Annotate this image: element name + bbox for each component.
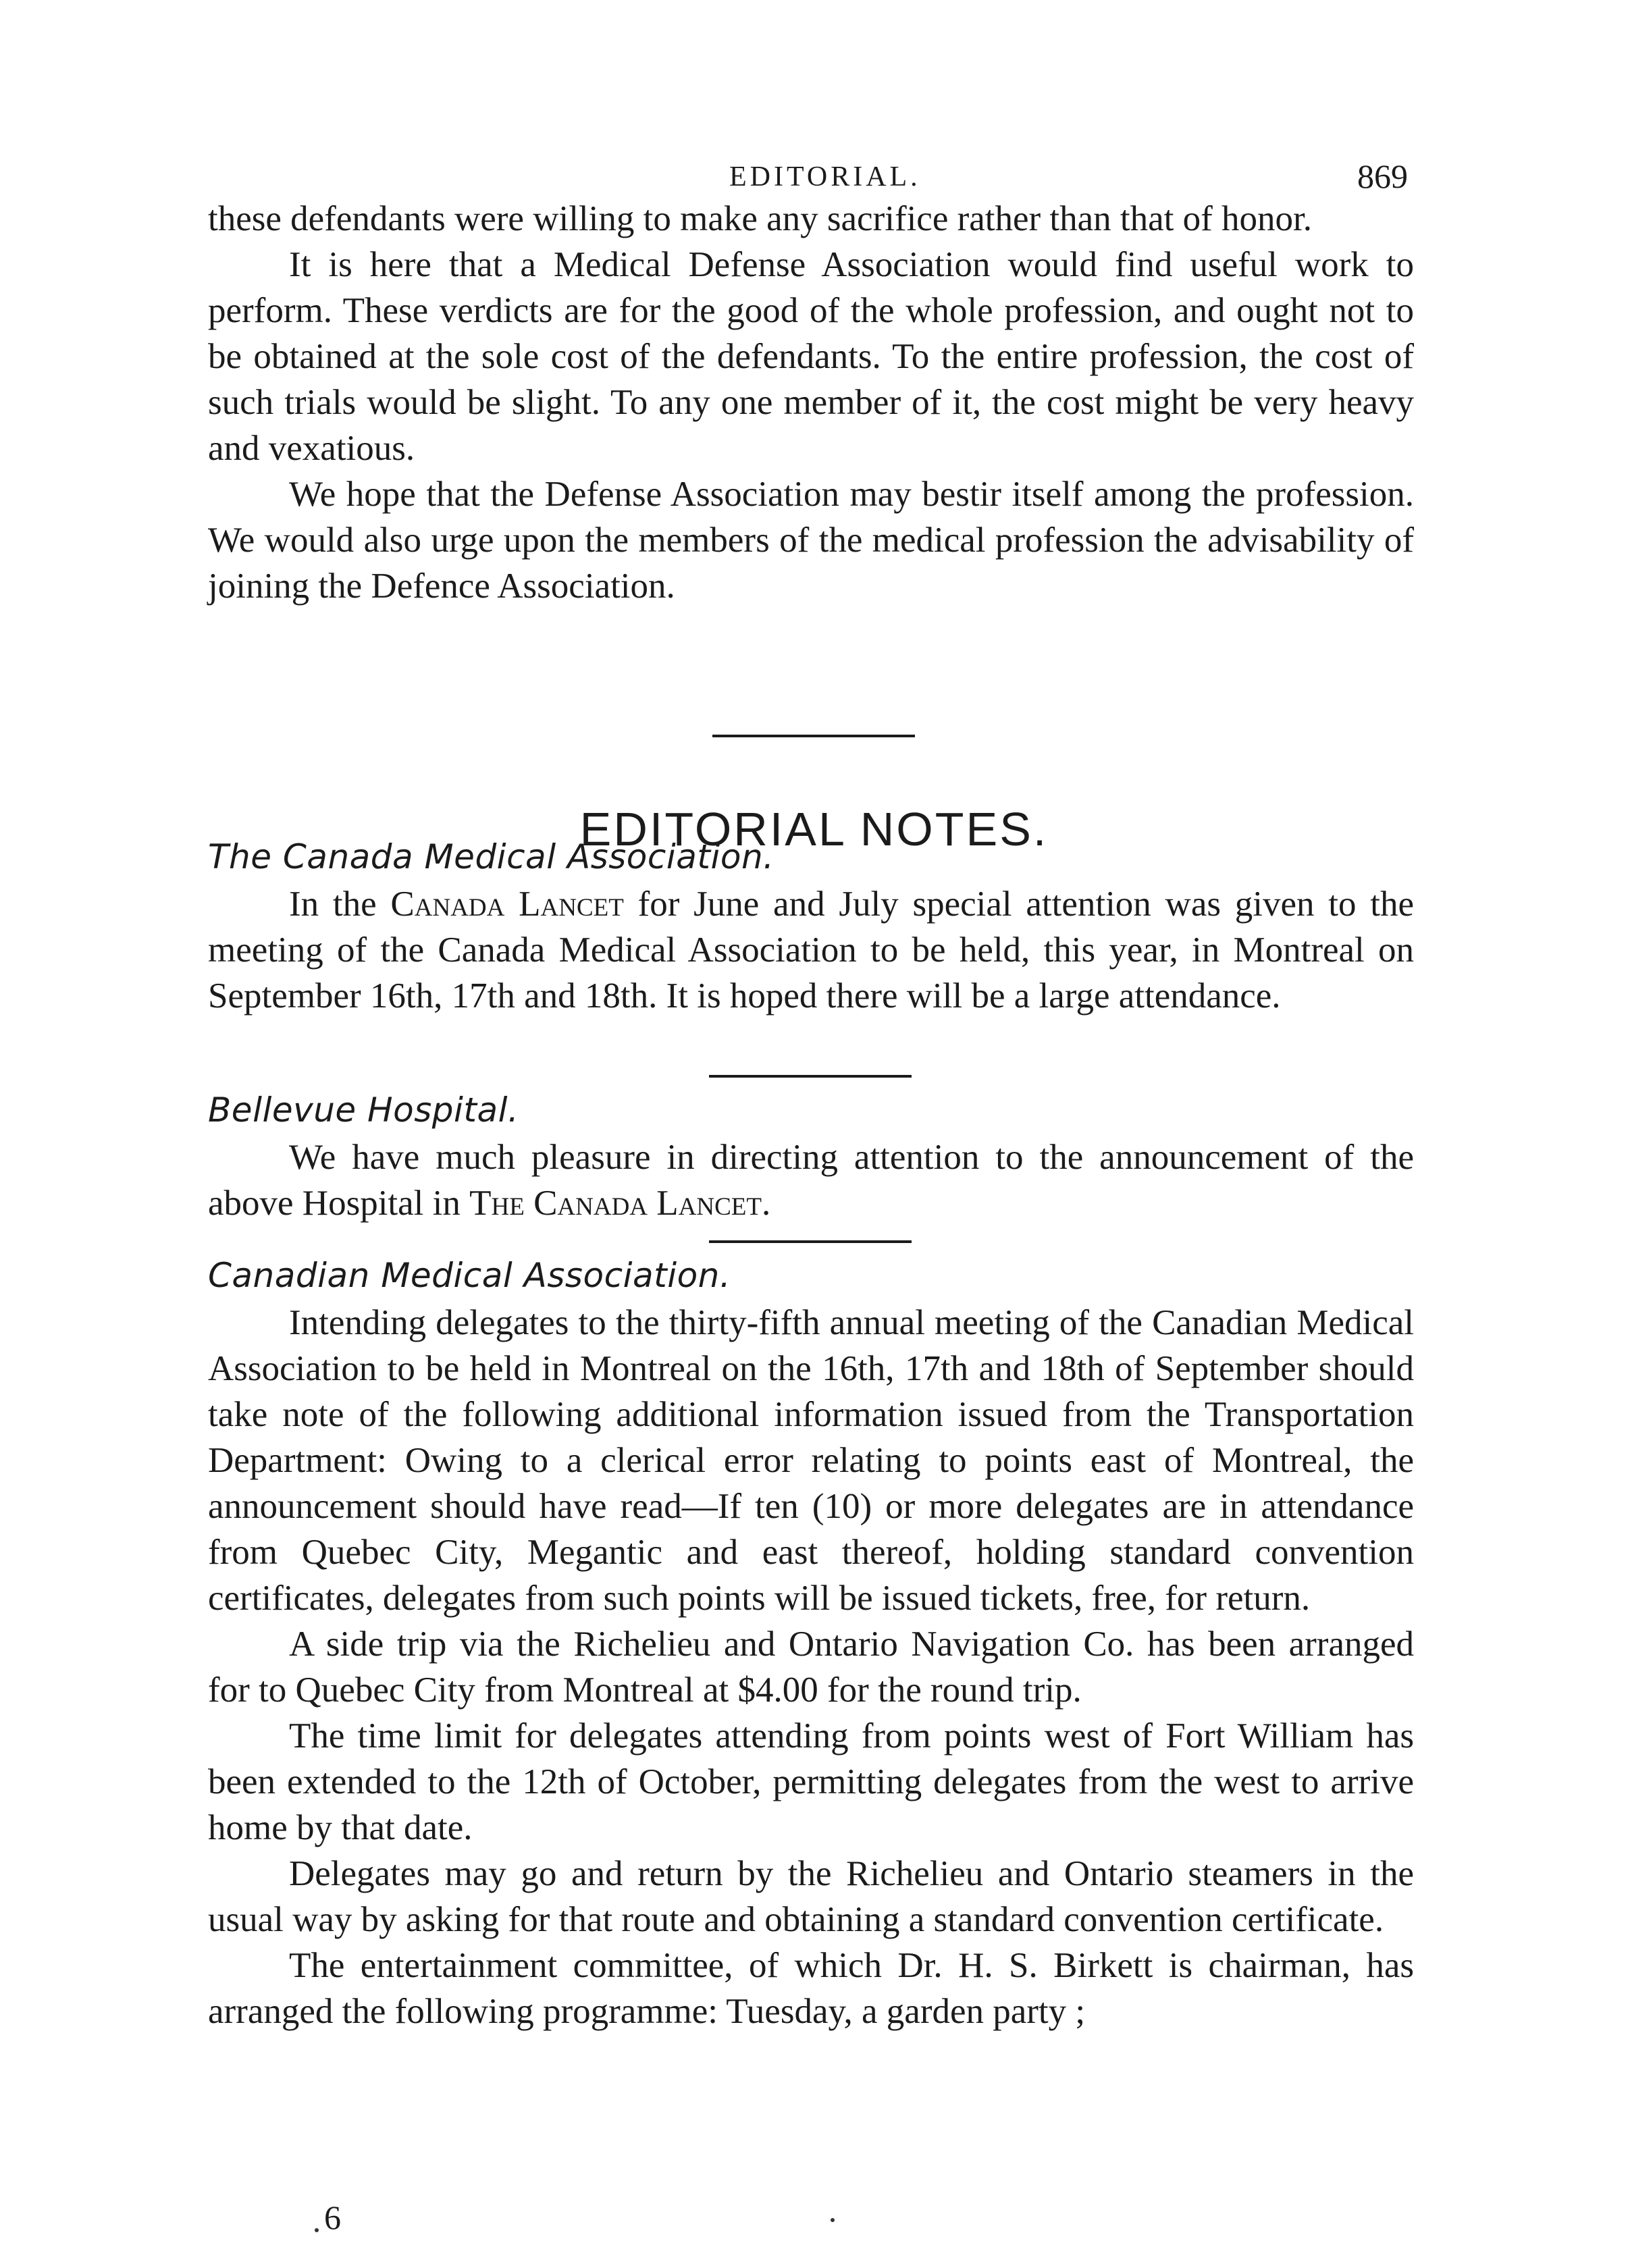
journal-name: Canada Lancet <box>390 885 624 924</box>
text-segment: In the <box>289 885 391 924</box>
delegates-paragraph: Intending delegates to the thirty-fifth annual meeting of the Canadian Medical Association to be held in Montreal on the 16th, 17th and 18th of September should take note of the following additional information issued from the Transportation Department: Owing to a clerical error relating to points east of Montreal, the announcement should have read—If ten (10) or more delegates are in attendance from Quebec City, Megantic and east thereof, holding standard convention certificates, delegates from such points will be issued tickets, free, for return. <box>208 1303 1414 1618</box>
note-body-canadian-medical <box>208 1300 1414 2034</box>
note-body-bellevue <box>208 1134 1414 1226</box>
journal-name: The Canada Lancet <box>469 1184 762 1223</box>
print-speck <box>315 2228 319 2232</box>
signature-mark: 6 <box>324 2198 341 2236</box>
bestir-paragraph: We hope that the Defense Association may bestir itself among the profession. We would also urge upon the members of the medical profession the advisability of joining the Defence Association. <box>208 475 1414 606</box>
note-heading-canada-medical: The Canada Medical Association. <box>208 837 774 876</box>
continuation-paragraph: these defendants were willing to make any sacrifice rather than that of honor. <box>208 199 1313 238</box>
print-speck <box>831 2218 835 2222</box>
note-heading-canadian-medical: Canadian Medical Association. <box>208 1256 731 1295</box>
note-heading-bellevue: Bellevue Hospital. <box>208 1090 519 1130</box>
section-title: EDITORIAL NOTES. <box>579 803 1049 856</box>
entertainment-paragraph: The entertainment committee, of which Dr. H. S. Birkett is chairman, has arranged the following programme: Tuesday, a garden party ; <box>208 1946 1414 2031</box>
note-divider-rule <box>709 1075 912 1078</box>
page-number: 869 <box>1357 157 1408 195</box>
bellevue-paragraph <box>208 1134 1414 1226</box>
note-divider-rule <box>709 1240 912 1243</box>
opening-text-block <box>208 196 1414 609</box>
running-title: EDITORIAL. <box>729 161 921 192</box>
steamers-paragraph: Delegates may go and return by the Richelieu and Ontario steamers in the usual way by asking for that route and obtaining a standard convention certificate. <box>208 1854 1414 1939</box>
text-segment: for June and July special attention was given to the meeting of the Canada Medical Association to be held, this year, in Montreal on September 16th, 17th and 18th. It is hoped there will be a large attendance. <box>208 885 1414 1016</box>
time-limit-paragraph: The time limit for delegates attending from points west of Fort William has been extended to the 12th of October, permitting delegates from the west to arrive home by that date. <box>208 1716 1414 1847</box>
text-segment: . <box>761 1184 771 1223</box>
canada-medical-paragraph <box>208 881 1414 1019</box>
section-divider-rule <box>712 735 915 737</box>
note-body-canada-medical <box>208 881 1414 1019</box>
text-segment: We have much pleasure in directing attention to the announcement of the above Hospital in <box>208 1138 1414 1223</box>
defense-association-paragraph: It is here that a Medical Defense Association would find useful work to perform. These verdicts are for the good of the whole profession, and ought not to be obtained at the sole cost of the defendants. To the entire profession, the cost of such trials would be slight. To any one member of it, the cost might be very heavy and vexatious. <box>208 245 1414 468</box>
side-trip-paragraph: A side trip via the Richelieu and Ontario Navigation Co. has been arranged for to Quebec City from Montreal at $4.00 for the round trip. <box>208 1625 1414 1710</box>
